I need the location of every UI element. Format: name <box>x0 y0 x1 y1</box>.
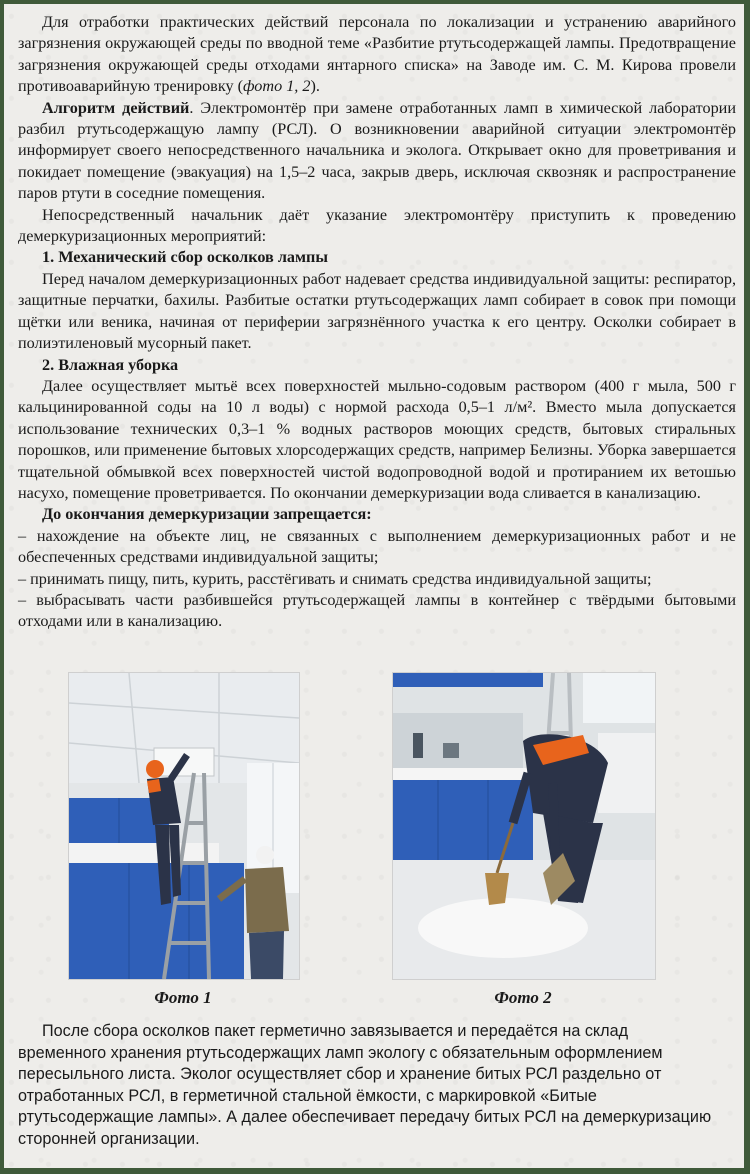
step1-heading: 1. Механический сбор осколков лампы <box>42 248 328 267</box>
forbidden-item: – принимать пищу, пить, курить, расстёгивать и снимать средства индивидуальной защиты; <box>18 569 652 588</box>
step1-paragraph: Перед началом демеркуризационных работ надевает средства индивидуальной защиты: респиратор, защитные перчатки, бахилы. Разбитые остатки ртутьсодержащих ламп собирает в совок при помощи щётки или веника, начиная от периферии загрязнённого участка к его центру. Осколки собирает в полиэтиленовый мусорный пакет. <box>18 269 736 353</box>
photo-2-image <box>392 672 656 980</box>
closing-paragraph: После сбора осколков пакет герметично завязывается и передаётся на склад временного хранения ртутьсодержащих ламп экологу с обязательным оформлением пересыльного листа. Эколог осуществляет сбор и хранение битых РСЛ раздельно от отработанных РСЛ, в герметичной стальной ёмкости, с маркировкой «Битые ртутьсодержащие лампы». А далее обеспечивает передачу битых РСЛ на демеркуризацию сторонней организации. <box>18 1022 712 1148</box>
article-page <box>4 4 744 1168</box>
step2-heading: 2. Влажная уборка <box>42 355 179 374</box>
forbidden-item: – выбрасывать части разбившейся ртутьсодержащей лампы в контейнер с твёрдыми бытовыми отходами или в канализацию. <box>18 590 736 631</box>
forbidden-heading: До окончания демеркуризации запрещается: <box>42 505 372 524</box>
closing-section <box>18 1021 718 1151</box>
forbidden-item: – нахождение на объекте лиц, не связанных с выполнением демеркуризационных работ и не обеспеченных средствами индивидуальной защиты; <box>18 526 736 567</box>
photo-2-caption: Фото 2 <box>494 988 552 1007</box>
algorithm-paragraph <box>18 98 736 205</box>
supervisor-paragraph: Непосредственный начальник даёт указание электромонтёру приступить к проведению демеркуризационных мероприятий: <box>18 205 736 246</box>
photo-1-image <box>68 672 300 980</box>
photo-reference: фото 1, 2 <box>243 77 311 96</box>
article-body <box>18 12 736 633</box>
algorithm-title: Алгоритм действий <box>42 98 190 117</box>
photo-1-illustration <box>69 673 299 979</box>
intro-text: Для отработки практических действий персонала по локализации и устранению аварийного загрязнения окружающей среды по вводной теме «Разбитие ртутьсодержащей лампы. Предотвращение загрязнения окружающей среды отходами янтарного списка» на Заводе им. С. М. Кирова провели противоаварийную тренировку ( <box>18 13 736 96</box>
intro-end: ). <box>310 77 320 96</box>
algorithm-text: . Электромонтёр при замене отработанных ламп в химической лаборатории разбил ртутьсодержащую лампу (РСЛ). О возникновении аварийной ситуации электромонтёр информирует своего непосредственного начальника и эколога. Открывает окно для проветривания и покидает помещение (эвакуация) на 1,5–2 часа, закрыв дверь, исключая сквозняк и распространение паров ртути в соседние помещения. <box>18 98 736 203</box>
photo-1-caption: Фото 1 <box>154 988 212 1007</box>
step2-paragraph: Далее осуществляет мытьё всех поверхностей мыльно-содовым раствором (400 г мыла, 500 г кальцинированной соды на 10 л воды) с нормой расхода 0,5–1 л/м². Вместо мыла допускается использование технических 0,3–1 % водных растворов моющих средств, бытовых стиральных порошков, или применение бытовых хлорсодержащих средств, например Белизны. Уборка завершается тщательной обмывкой всех поверхностей чистой водопроводной водой и протиранием их ветошью насухо, помещение проветривается. По окончании демеркуризации вода сливается в канализацию. <box>18 376 736 502</box>
photo-2-illustration <box>393 673 655 979</box>
intro-paragraph <box>18 12 736 98</box>
